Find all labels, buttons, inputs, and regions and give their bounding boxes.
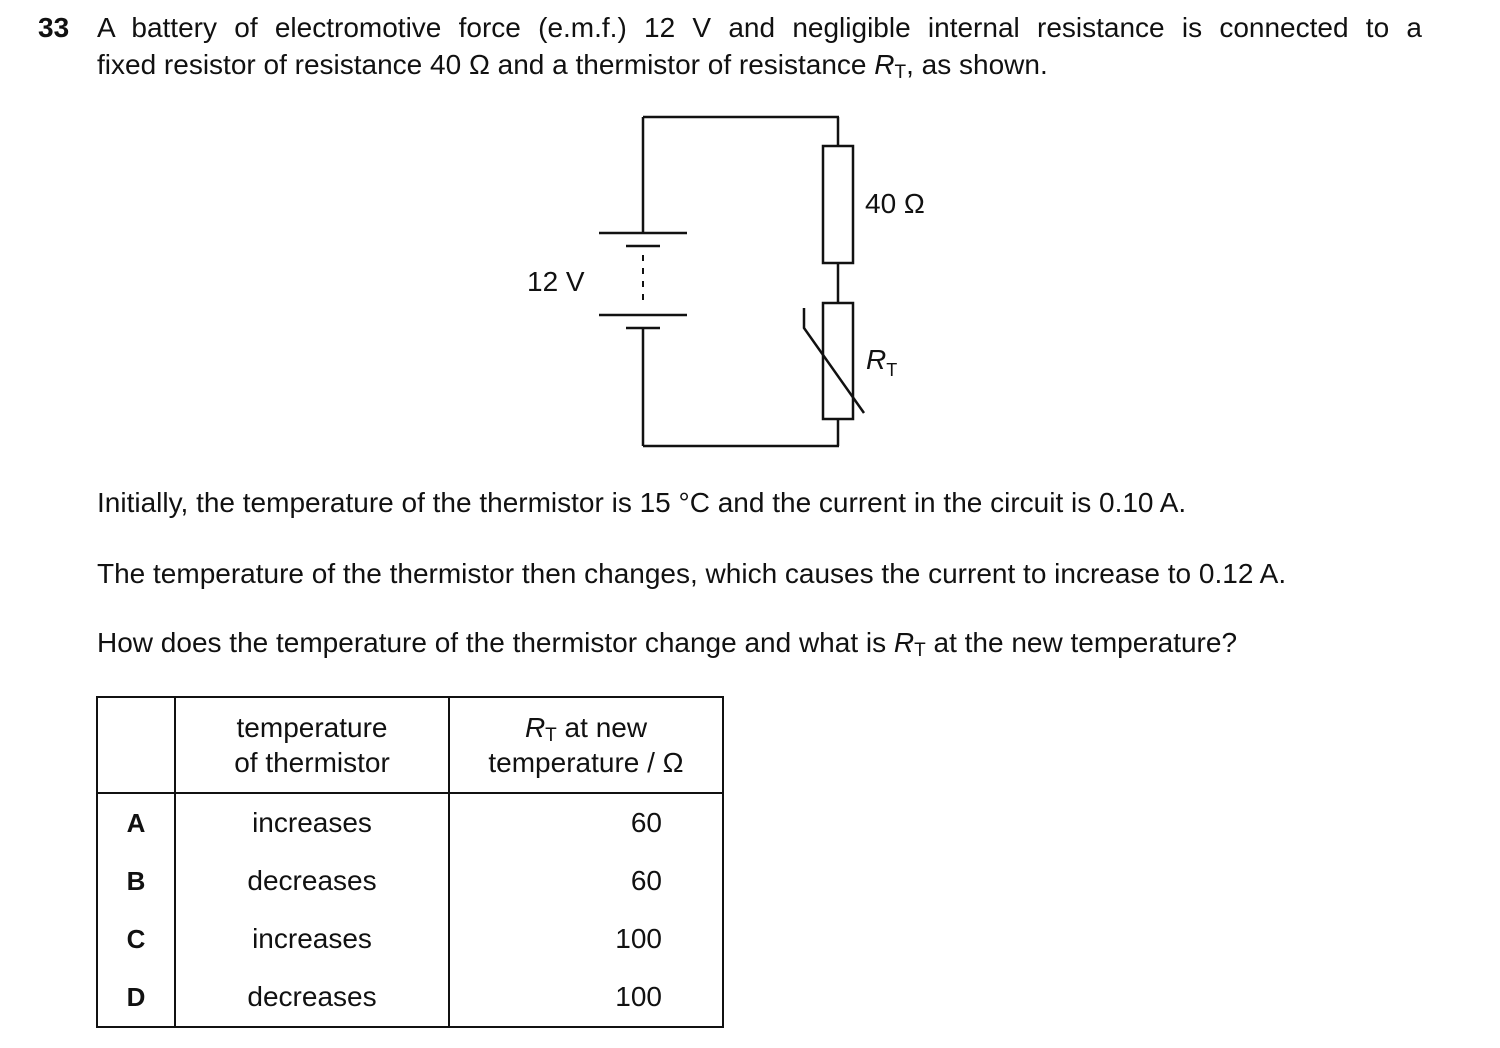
battery-label: 12 V [527, 266, 585, 297]
option-temperature: decreases [175, 968, 449, 1027]
paragraph-question: How does the temperature of the thermistor change and what is $R_T$ at the new temperature? [97, 627, 1238, 661]
header-rt: $R_T$ at new temperature / Ω [449, 697, 723, 793]
thermistor-label: $R_T$ [866, 344, 898, 380]
option-letter[interactable]: C [97, 910, 175, 968]
answer-table-header [97, 697, 723, 793]
circuit-diagram [0, 0, 1500, 470]
option-temperature: increases [175, 910, 449, 968]
answer-row-c[interactable] [97, 910, 723, 968]
option-letter[interactable]: A [97, 793, 175, 852]
stem-line-1: A battery of electromotive force (e.m.f.) 12 V and negligible internal resistance is connected to a [97, 12, 1422, 43]
option-rt: 100 [449, 968, 723, 1027]
option-rt: 60 [449, 852, 723, 910]
header-temperature: temperature of thermistor [175, 697, 449, 793]
paragraph-initial-conditions: Initially, the temperature of the thermistor is 15 °C and the current in the circuit is 0.10 A. [97, 487, 1187, 518]
stem-line-2: fixed resistor of resistance 40 Ω and a thermistor of resistance $R_T$, as shown. [97, 49, 1048, 83]
option-rt: 60 [449, 793, 723, 852]
option-temperature: increases [175, 793, 449, 852]
option-rt: 100 [449, 910, 723, 968]
question-number: 33 [38, 12, 70, 43]
answer-table [96, 696, 724, 1028]
option-temperature: decreases [175, 852, 449, 910]
thermistor-diagonal [804, 308, 864, 413]
resistor-label: 40 Ω [865, 188, 925, 219]
answer-row-a[interactable] [97, 793, 723, 852]
header-blank [97, 697, 175, 793]
answer-row-b[interactable] [97, 852, 723, 910]
fixed-resistor [823, 146, 853, 263]
paragraph-temperature-change: The temperature of the thermistor then changes, which causes the current to increase to 0.12 A. [97, 558, 1287, 589]
option-letter[interactable]: D [97, 968, 175, 1027]
answer-row-d[interactable] [97, 968, 723, 1027]
option-letter[interactable]: B [97, 852, 175, 910]
rt-subscript: T [894, 62, 907, 83]
rt-symbol: R [874, 49, 895, 80]
